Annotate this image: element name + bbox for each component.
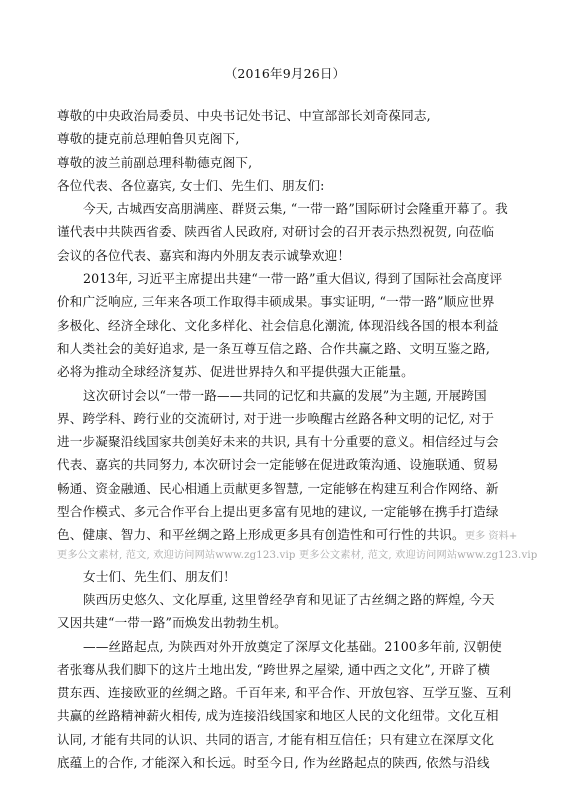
paragraph-line: [57, 523, 518, 546]
paragraph-line: 者张骞从我们脚下的这片土地出发, “跨世界之屋梁, 通中西之文化”, 开辟了横: [57, 661, 491, 677]
paragraph-line: 界、跨学科、跨行业的交流研讨, 对于进一步唤醒古丝路各种文明的记忆, 对于: [57, 410, 495, 426]
watermark-text[interactable]: 更多公文素材, 范文, 欢迎访问网站www.zg123.vip 更多公文素材, 范文, 欢迎访问网站www.zg123.vip: [57, 549, 538, 561]
salutation-line: 尊敬的中央政治局委员、中央书记处书记、中宣部部长刘奇葆同志,: [57, 108, 431, 123]
paragraph-line: 女士们、先生们、朋友们！: [83, 568, 236, 584]
paragraph-line: 畅通、资金融通、民心相通上贡献更多智慧, 一定能够在构建互利合作网络、新: [57, 480, 499, 496]
paragraph-line: 底蕴上的合作, 才能深入和长远。时至今日, 作为丝路起点的陕西, 依然与沿线: [57, 755, 490, 771]
paragraph-line: 进一步凝聚沿线国家共创美好未来的共识, 具有十分重要的意义。相信经过与会: [57, 434, 499, 450]
paragraph-line: 价和广泛响应, 三年来各项工作取得丰硕成果。事实证明, “一带一路”顺应世界: [57, 294, 495, 310]
paragraph-line: 陕西历史悠久、文化厚重, 这里曾经孕育和见证了古丝绸之路的辉煌, 今天: [83, 591, 495, 607]
paragraph-line: 又因共建“一带一路”而焕发出勃勃生机。: [57, 615, 287, 631]
paragraph-line: 这次研讨会以“一带一路——共同的记忆和共赢的发展”为主题, 开展跨国: [83, 387, 487, 403]
paragraph-line: 今天, 古城西安高朋满座、群贤云集, “一带一路”国际研讨会隆重开幕了。我: [83, 201, 508, 217]
paragraph-line: 会议的各位代表、嘉宾和海内外朋友表示诚挚欢迎！: [57, 247, 351, 263]
salutation-line: 尊敬的波兰前副总理科勒德克阁下,: [57, 154, 253, 170]
paragraph-line: 多极化、经济全球化、文化多样化、社会信息化潮流, 体现沿线各国的根本利益: [57, 317, 499, 333]
paragraph-line: 型合作模式、多元合作平台上提出更多富有见地的建议, 一定能够在携手打造绿: [57, 504, 499, 520]
speech-body: [57, 104, 538, 774]
paragraph-line: 代表、嘉宾的共同努力, 本次研讨会一定能够在促进政策沟通、设施联通、贸易: [57, 457, 499, 473]
inline-ad-link[interactable]: 更多 资料+: [464, 531, 518, 543]
paragraph-line: 必将为推动全球经济复苏、促进世界持久和平提供强大正能量。: [57, 364, 414, 380]
paragraph-line: 贯东西、连接欧亚的丝绸之路。千百年来, 和平合作、开放包容、互学互鉴、互利: [57, 685, 512, 701]
paragraph-line: 认同, 才能有共同的认识、共同的语言, 才能有相互信任；只有建立在深厚文化: [57, 731, 495, 747]
salutation-line: 各位代表、各位嘉宾, 女士们、先生们、朋友们:: [57, 177, 325, 193]
paragraph-line: 2013年, 习近平主席提出共建“一带一路”重大倡议, 得到了国际社会高度评: [83, 271, 503, 287]
paragraph-line: 共赢的丝路精神薪火相传, 成为连接沿线国家和地区人民的文化纽带。文化互相: [57, 708, 499, 724]
paragraph-text: 色、健康、智力、和平丝绸之路上形成更多具有创造性和可行性的共识。: [57, 527, 465, 543]
paragraph-line: ——丝路起点, 为陕西对外开放奠定了深厚文化基础。2100多年前, 汉朝使: [83, 638, 502, 654]
salutation-line: 尊敬的捷克前总理帕鲁贝克阁下,: [57, 131, 240, 147]
paragraph-line: 谨代表中共陕西省委、陕西省人民政府, 对研讨会的召开表示热烈祝贺, 向莅临: [57, 224, 495, 240]
paragraph-line: 和人类社会的美好追求, 是一条互尊互信之路、合作共赢之路、文明互鉴之路,: [57, 340, 491, 356]
speech-date: （2016年9月26日）: [224, 66, 346, 81]
